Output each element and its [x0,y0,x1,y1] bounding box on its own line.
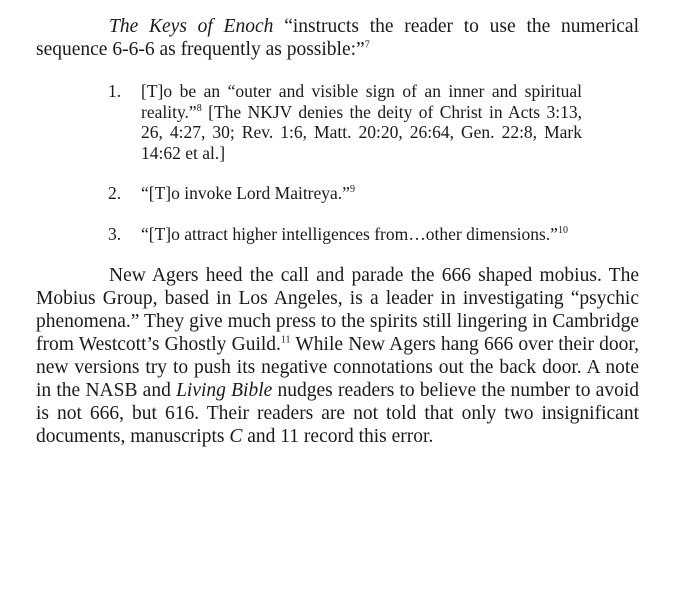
list-item [108,183,582,204]
footnote-ref-7: 7 [364,39,370,51]
list-text [141,224,582,245]
list-item [108,81,582,163]
list-text-quote: [T]o be an “outer and visible sign of an inner and spiritual reality.” [141,81,582,122]
book-title: The Keys of Enoch [109,16,274,37]
list-number: 2. [108,183,122,203]
footnote-ref-10: 10 [557,224,568,236]
footnote-ref-11: 11 [280,334,291,346]
body-paragraph [36,264,639,448]
list-text-note: [The NKJV denies the deity of Christ in Acts 3:13, 26, 4:27, 30; Rev. 1:6, Matt. 20:20, 26:64, Gen. 22:8, Mark 14:62 et al.] [141,101,582,163]
list-text [141,81,582,163]
body-text-1: New Agers heed the call and parade the 666 shaped mobius. The Mobius Group, based in Los Angeles, is a leader in investigating “psychic phenomena.” They give much press to the spirits still lingering in Cambridge from Westcott’s Ghostly Guild. [36,265,639,355]
list-text-quote: “[T]o attract higher intelligences from…other dimensions.” [141,223,558,244]
body-text-2: While New Agers hang 666 over their door, new versions try to push its negative connotations out the back door. A note in the NASB and [36,334,639,401]
living-bible-title: Living Bible [176,380,273,401]
numbered-list [36,81,639,244]
body-text-3: nudges readers to believe the number to avoid is not 666, but 616. Their readers are not told that only two insignificant documents, manuscripts [36,380,639,447]
list-item [108,224,582,245]
list-text-quote: “[T]o invoke Lord Maitreya.” [141,183,350,203]
intro-text: “instructs the reader to use the numerical sequence 6-6-6 as frequently as possible:” [36,16,639,60]
manuscript-c: C [229,426,243,447]
list-number: 3. [108,223,122,244]
intro-paragraph [36,15,639,61]
footnote-ref-9: 9 [349,184,355,196]
body-text-4: and 11 record this error. [242,426,434,447]
list-number: 1. [108,81,122,101]
list-text [141,183,582,204]
footnote-ref-8: 8 [196,102,202,114]
